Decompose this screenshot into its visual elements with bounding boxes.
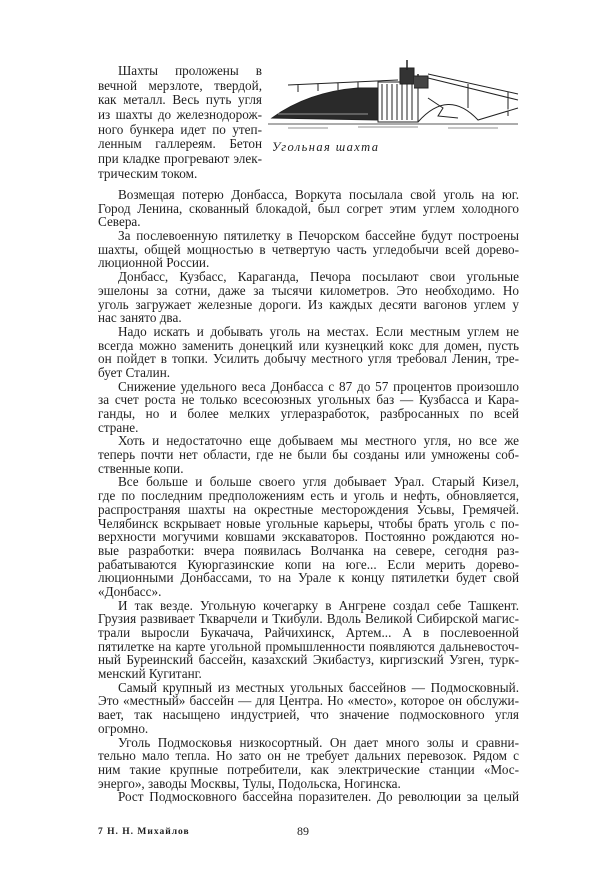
text-line: Донбасс, Кузбасс, Караганда, Печора посылают свои угольные [118,269,519,285]
paragraph [98,599,519,681]
text-line: «Донбасс». [98,583,162,599]
intro-paragraph [98,64,262,182]
text-line: Челябинск вскрывает новые угольные карьеры, чтобы брать уголь с по- [98,515,519,531]
page-number: 89 [297,824,309,838]
paragraph [98,188,519,229]
text-line: За послевоенную пятилетку в Печорском бассейне будут построены [118,228,519,244]
text-line: Возмещая потерю Донбасса, Воркута посылала свой уголь на юг. [118,187,519,202]
text-line: Хоть и недостаточно еще добываем мы местного угля, но все же [118,433,519,449]
text-line: энерго», заводы Москвы, Тулы, Подольска, Ногинска. [98,775,401,791]
text-line: ганды, но и более мелких углеразработок, разбросанных по всей [98,406,519,421]
text-line: бует Сталин. [98,364,171,380]
text-line: верхности могучими ковшами экскаваторов. Постоянно рождаются но- [98,529,519,545]
text-line: Уголь Подмосковья низкосортный. Он дает много золы и сравни- [118,734,519,750]
paragraph [98,434,519,475]
text-line: вает, так насыщено индустрией, что значение подмосковного угля [98,707,519,723]
text-line: Грузия развивает Ткварчели и Ткибули. Вдоль Великой Сибирской магис- [98,611,519,627]
text-line: ним такие крупные потребители, как электрические станции «Мос- [98,761,519,777]
text-line: Город Ленина, скованный блокадой, был согрет этим углем холодного [98,200,519,216]
text-line: ного бункера идет по утеп- [98,121,262,137]
text-line: Снижение удельного веса Донбасса с 87 до 57 процентов произошло [118,378,519,394]
text-line: стране. [98,419,139,435]
paragraph [98,736,519,791]
text-line: ственные копи. [98,460,184,476]
text-line: Это «местный» бассейн — для Центра. Но «место», которое он обслужи- [98,693,519,709]
text-line: вые разработки: вчера появилась Волчанка на севере, сегодня раз- [98,542,519,558]
paragraph [98,380,519,435]
paragraph [98,229,519,270]
body-text [98,188,519,804]
coal-mine-illustration [268,58,520,138]
text-line: вечной мерзлоте, твердой, [98,77,262,93]
text-line: уголь загружает железные дороги. Из каждых десяти вагонов углем у [98,296,519,312]
text-line: Самый крупный из местных угольных бассейнов — Подмосковный. [118,679,519,695]
text-line: теперь почти нет области, где не были бы созданы или умножены соб- [98,447,519,463]
text-line: И так везде. Угольную кочегарку в Ангрене создал себе Ташкент. [118,597,519,613]
paragraph [98,681,519,736]
text-line: из шахты до железнодорож- [98,107,262,123]
paragraph [98,790,519,804]
text-line: шахты, общей мощностью в четвертую часть угледобычи всей дорево- [98,241,519,257]
text-line: пятилетке на карте угольной промышленности появляются дальневосточ- [98,638,519,654]
text-line: как металл. Весь путь угля [98,92,262,108]
text-line: трали выросли Букачача, Райчихинск, Артем... А в послевоенной [98,625,519,640]
text-line: ный Буреинский бассейн, казахский Экибастуз, киргизский Узген, турк- [98,652,519,668]
footer-signature: 7 Н. Н. Михайлов [98,827,190,837]
text-line: люционными Донбассами, то на Урале к концу пятилетки будет свой [98,570,519,586]
figure-caption: Угольная шахта [272,140,380,154]
text-line: за счет роста не только всесоюзных угольных баз — Кузбасса и Кара- [98,392,519,408]
text-line: нас занято два. [98,310,182,326]
text-line: рабатываются Куюргазинские копи на юге... Если мерить дорево- [98,556,519,572]
text-line: он пойдет в топки. Усилить добычу местного угля требовал Ленин, тре- [98,351,519,367]
paragraph [98,270,519,325]
text-line: огромно. [98,720,149,736]
text-line: где по последним предположениям есть и уголь и нефть, обновляется, [98,488,519,504]
text-line: при кладке прогревают элек- [98,151,262,167]
paragraph [98,475,519,598]
text-line: трическим током. [98,165,198,181]
text-line: ленным галлереям. Бетон [98,136,262,152]
text-line: Все больше и больше своего угля добывает Урал. Старый Кизел, [118,474,519,490]
text-line: Надо искать и добывать уголь на местах. Если местным углем не [118,323,519,339]
text-line: распространяя шахты на окрестные месторождения Усьвы, Гремячей. [98,501,519,517]
text-line: Рост Подмосковного бассейна поразителен. До революции за целый [118,789,519,805]
paragraph [98,325,519,380]
text-line: Шахты проложены в [118,63,262,78]
text-line: тельно мало тепла. Но зато он не требует дальних перевозок. Рядом с [98,748,519,764]
text-line: Севера. [98,214,141,230]
text-line: люционной России. [98,255,210,271]
text-line: всегда можно заменить донецкий или кузнецкий кокс для домен, пусть [98,337,519,353]
text-line: эшелоны за сотни, даже за тысячи километров. Это необходимо. Но [98,282,519,298]
text-line: менский Кугитанг. [98,666,202,682]
